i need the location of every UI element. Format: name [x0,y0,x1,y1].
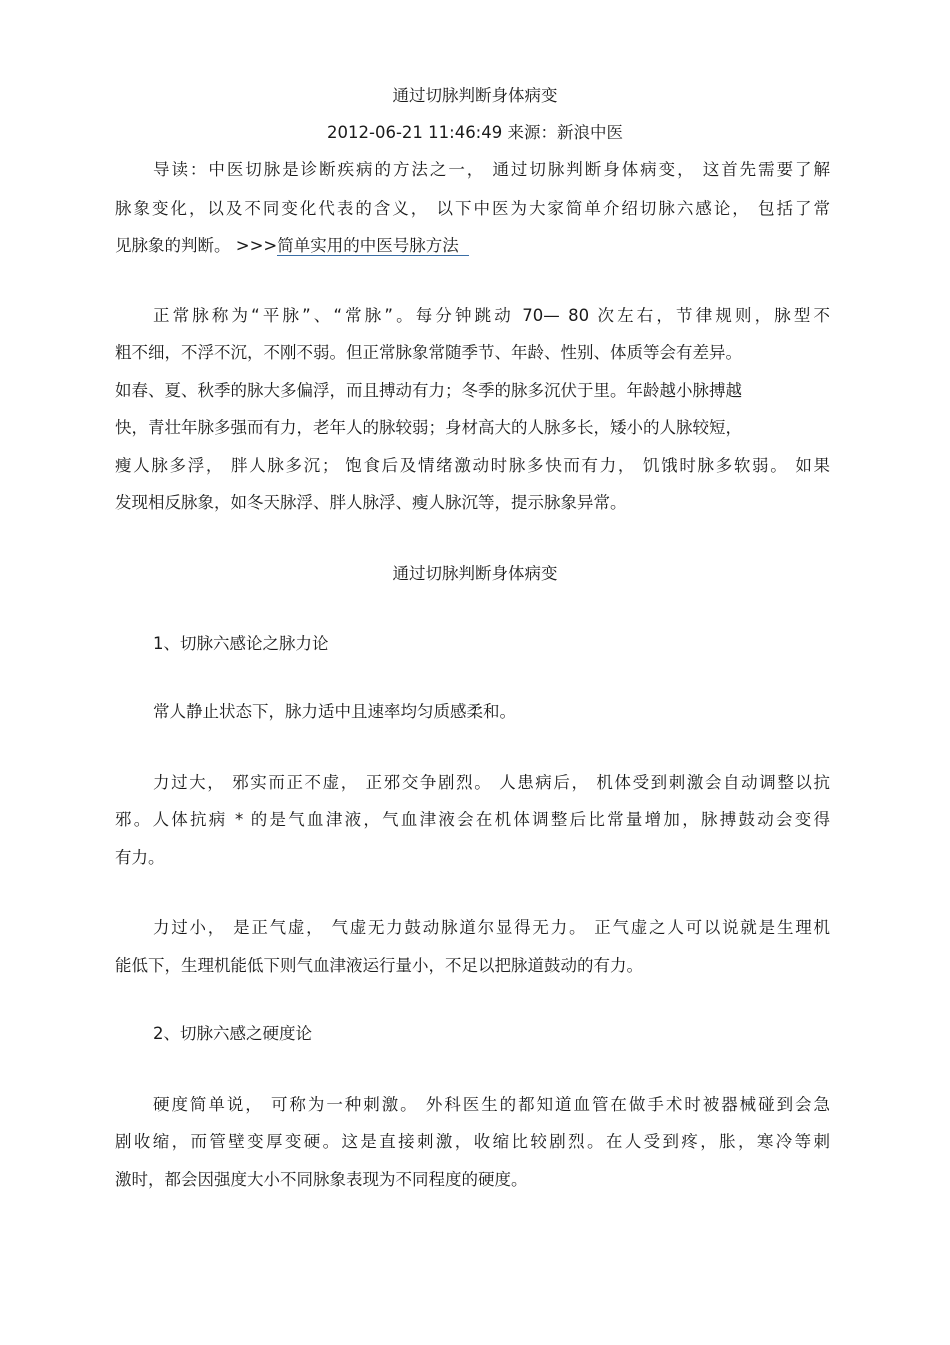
intro-line-3-text: 见脉象的判断。 >>> [115,236,278,255]
normal-pulse-line-1: 正常脉称为“平脉”、“常脉”。每分钟跳动 70— 80 次左右，节律规则，脉型不 [153,306,830,325]
section1-p2-line-1: 力过大， 邪实而正不虚， 正邪交争剧烈。 人患病后， 机体受到刺激会自动调整以抗 [153,773,830,792]
section2-heading: 2、切脉六感之硬度论 [153,1024,312,1043]
related-article-link[interactable]: 简单实用的中医号脉方法 [277,236,469,256]
intro-line-3 [115,234,469,258]
section1-heading: 1、切脉六感论之脉力论 [153,634,329,653]
normal-pulse-line-3: 如春、夏、秋季的脉大多偏浮，而且搏动有力；冬季的脉多沉伏于里。年龄越小脉搏越 [115,381,742,400]
section2-p1-line-1: 硬度简单说， 可称为一种刺激。 外科医生的都知道血管在做手术时被器械碰到会急 [153,1095,830,1114]
normal-pulse-line-2: 粗不细，不浮不沉，不刚不弱。但正常脉象常随季节、年龄、性别、体质等会有差异。 [115,343,742,362]
section-subtitle: 通过切脉判断身体病变 [392,564,558,583]
section1-p2-line-3: 有力。 [115,848,165,867]
section2-p1-line-2: 剧收缩，而管壁变厚变硬。这是直接刺激，收缩比较剧烈。在人受到疼，胀，寒冷等刺 [115,1132,830,1151]
section1-paragraph-1: 常人静止状态下，脉力适中且速率均匀质感柔和。 [153,702,516,721]
section1-p3-line-1: 力过小， 是正气虚， 气虚无力鼓动脉道尔显得无力。 正气虚之人可以说就是生理机 [153,918,830,937]
normal-pulse-line-4: 快，青壮年脉多强而有力，老年人的脉较弱；身材高大的人脉多长，矮小的人脉较短， [115,418,742,437]
normal-pulse-line-5: 瘦人脉多浮， 胖人脉多沉； 饱食后及情绪激动时脉多快而有力， 饥饿时脉多软弱。 如果 [115,456,830,475]
article-title: 通过切脉判断身体病变 [392,86,558,105]
section1-p3-line-2: 能低下，生理机能低下则气血津液运行量小，不足以把脉道鼓动的有力。 [115,956,643,975]
section2-p1-line-3: 激时，都会因强度大小不同脉象表现为不同程度的硬度。 [115,1170,528,1189]
intro-line-1: 导读：中医切脉是诊断疾病的方法之一， 通过切脉判断身体病变， 这首先需要了解 [153,160,830,179]
normal-pulse-line-6: 发现相反脉象，如冬天脉浮、胖人脉浮、瘦人脉沉等，提示脉象异常。 [115,493,627,512]
intro-line-2: 脉象变化，以及不同变化代表的含义， 以下中医为大家简单介绍切脉六感论， 包括了常 [115,199,830,218]
article-meta: 2012-06-21 11:46:49 来源：新浪中医 [327,123,623,142]
section1-p2-line-2: 邪。人体抗病 * 的是气血津液，气血津液会在机体调整后比常量增加，脉搏鼓动会变得 [115,810,830,829]
